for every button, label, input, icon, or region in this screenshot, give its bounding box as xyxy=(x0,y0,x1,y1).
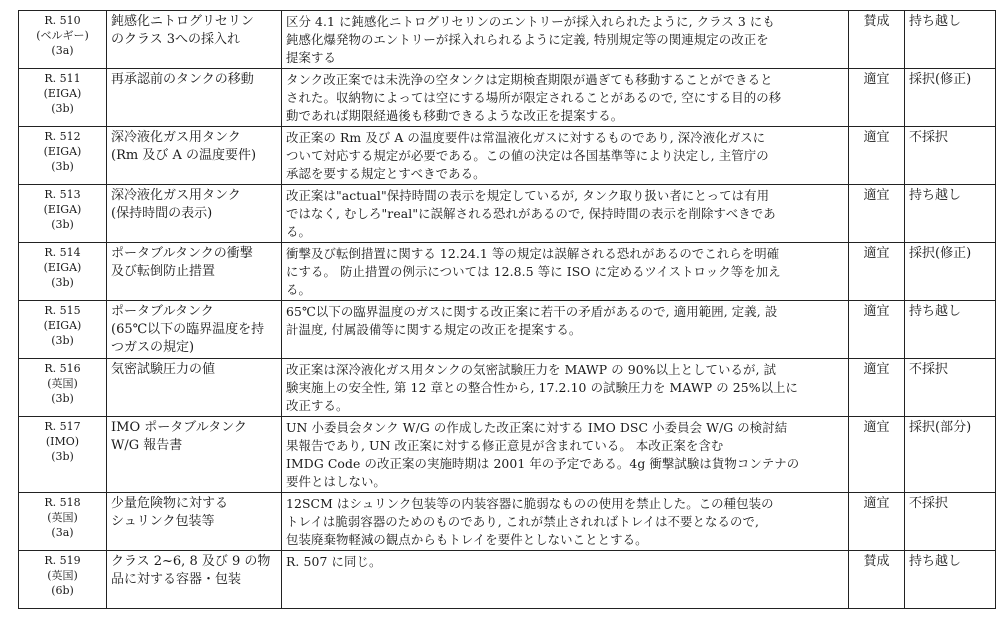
proposal-summary-cell-line: 改正案は"actual"保持時間の表示を規定しているが, タンク取り扱い者にとっては有用 xyxy=(286,188,770,203)
proposal-id-cell-line: (英国) xyxy=(47,511,78,524)
proposal-summary-cell-line: タンク改正案では未洗浄の空タンクは定期検査期限が過ぎても移動することができると xyxy=(286,72,773,87)
proposal-id-cell-line: (EIGA) xyxy=(43,145,82,158)
proposal-summary-cell xyxy=(282,127,849,185)
proposal-id-cell-line: (3a) xyxy=(51,44,74,57)
proposal-summary-cell xyxy=(282,551,849,609)
proposal-id-cell xyxy=(19,11,107,69)
proposal-id-cell-line: (3b) xyxy=(51,102,74,115)
proposal-summary-cell-line: UN 小委員会タンク W/G の作成した改正案に対する IMO DSC 小委員会 W/G の検討結 xyxy=(286,420,788,435)
proposal-summary-cell-line: 鈍感化爆発物のエントリーが採入れられるように定義, 特別規定等の関連規定の改正を xyxy=(286,32,769,47)
proposal-title-cell xyxy=(107,417,282,493)
opinion-cell-text: 適宜 xyxy=(863,420,890,435)
opinion-cell xyxy=(849,243,905,301)
opinion-cell xyxy=(849,11,905,69)
proposal-summary-cell xyxy=(282,185,849,243)
proposal-title-cell-line: 鈍感化ニトログリセリン xyxy=(111,14,254,29)
result-cell-text: 持ち越し xyxy=(909,14,962,29)
proposal-summary-cell-line: 衝撃及び転倒措置に関する 12.24.1 等の規定は誤解される恐れがあるのでこれらを明確 xyxy=(286,246,780,261)
proposal-id-cell xyxy=(19,551,107,609)
proposal-title-cell xyxy=(107,11,282,69)
proposal-title-cell xyxy=(107,185,282,243)
opinion-cell xyxy=(849,185,905,243)
proposal-id-cell-line: (EIGA) xyxy=(43,203,82,216)
proposal-id-cell-line: (ベルギー) xyxy=(36,29,89,42)
proposal-id-cell-line: (EIGA) xyxy=(43,87,82,100)
proposal-id-cell-line: (3b) xyxy=(51,218,74,231)
result-cell-text: 持ち越し xyxy=(909,554,962,569)
proposal-summary-cell-line: IMDG Code の改正案の実施時期は 2001 年の予定である。4g 衝撃試験は貨物コンテナの xyxy=(286,456,800,471)
proposal-summary-cell xyxy=(282,417,849,493)
proposal-title-cell xyxy=(107,127,282,185)
proposal-id-cell xyxy=(19,185,107,243)
result-cell-text: 持ち越し xyxy=(909,188,962,203)
proposal-id-cell-line: (EIGA) xyxy=(43,319,82,332)
proposal-title-cell-line: 及び転倒防止措置 xyxy=(111,264,216,279)
opinion-cell xyxy=(849,551,905,609)
proposal-id-cell-line: (3a) xyxy=(51,526,74,539)
opinion-cell xyxy=(849,69,905,127)
opinion-cell-text: 適宜 xyxy=(863,496,890,511)
proposal-id-cell-line: R. 518 xyxy=(44,496,81,509)
table-row xyxy=(19,301,996,359)
proposal-id-cell-line: R. 513 xyxy=(44,188,81,201)
proposal-title-cell xyxy=(107,301,282,359)
result-cell-text: 不採択 xyxy=(909,130,949,145)
result-cell-text: 採択(修正) xyxy=(909,72,972,87)
proposal-summary-cell-line: R. 507 に同じ。 xyxy=(286,554,382,569)
proposal-id-cell xyxy=(19,359,107,417)
opinion-cell-text: 適宜 xyxy=(863,72,890,87)
proposal-summary-cell xyxy=(282,11,849,69)
table-row xyxy=(19,69,996,127)
opinion-cell-text: 適宜 xyxy=(863,304,890,319)
proposal-title-cell-line: つガスの規定) xyxy=(111,340,195,355)
proposal-id-cell-line: (英国) xyxy=(47,377,78,390)
proposal-id-cell-line: (EIGA) xyxy=(43,261,82,274)
proposal-summary-cell-line: 包装廃棄物軽減の観点からもトレイを要件としないこととする。 xyxy=(286,532,648,547)
result-cell xyxy=(905,493,996,551)
proposal-title-cell xyxy=(107,359,282,417)
proposal-id-cell-line: R. 519 xyxy=(44,554,81,567)
proposal-summary-cell xyxy=(282,301,849,359)
proposal-id-cell-line: R. 516 xyxy=(44,362,81,375)
opinion-cell xyxy=(849,301,905,359)
result-cell xyxy=(905,301,996,359)
proposal-title-cell-line: のクラス 3への採入れ xyxy=(111,32,241,47)
proposal-id-cell xyxy=(19,69,107,127)
proposal-id-cell-line: R. 515 xyxy=(44,304,81,317)
proposal-summary-cell-line: 提案する xyxy=(286,50,336,65)
result-cell-text: 不採択 xyxy=(909,496,949,511)
result-cell xyxy=(905,359,996,417)
proposal-id-cell-line: (IMO) xyxy=(45,435,80,448)
proposal-summary-cell-line: 動であれば期限経過後も移動できるような改正を提案する。 xyxy=(286,108,624,123)
table-row xyxy=(19,493,996,551)
table-row xyxy=(19,551,996,609)
proposal-summary-cell-line: 計温度, 付属設備等に関する規定の改正を提案する。 xyxy=(286,322,582,337)
proposal-title-cell-line: 気密試験圧力の値 xyxy=(111,362,216,377)
proposal-summary-cell-line: ついて対応する規定が必要である。この値の決定は各国基準等により決定し, 主管庁の xyxy=(286,148,769,163)
proposal-title-cell-line: (Rm 及び A の温度要件) xyxy=(111,148,257,163)
opinion-cell xyxy=(849,359,905,417)
proposal-id-cell xyxy=(19,127,107,185)
proposal-id-cell xyxy=(19,243,107,301)
opinion-cell-text: 適宜 xyxy=(863,246,890,261)
result-cell-text: 採択(部分) xyxy=(909,420,972,435)
proposal-summary-cell-line: 要件とはしない。 xyxy=(286,474,386,489)
proposal-id-cell-line: (3b) xyxy=(51,276,74,289)
result-cell-text: 採択(修正) xyxy=(909,246,972,261)
proposal-id-cell-line: R. 517 xyxy=(44,420,81,433)
opinion-cell xyxy=(849,127,905,185)
result-cell xyxy=(905,243,996,301)
proposal-summary-cell-line: 改正案の Rm 及び A の温度要件は常温液化ガスに対するものであり, 深冷液化ガスに xyxy=(286,130,766,145)
result-cell xyxy=(905,185,996,243)
table-row xyxy=(19,417,996,493)
result-cell xyxy=(905,127,996,185)
proposal-id-cell xyxy=(19,301,107,359)
proposal-title-cell-line: クラス 2~6, 8 及び 9 の物 xyxy=(111,554,271,569)
proposal-id-cell-line: (3b) xyxy=(51,334,74,347)
proposal-summary-cell-line: 改正案は深冷液化ガス用タンクの気密試験圧力を MAWP の 90%以上としているが, 試 xyxy=(286,362,777,377)
proposal-id-cell xyxy=(19,417,107,493)
proposal-id-cell-line: R. 511 xyxy=(44,72,81,85)
proposal-summary-cell-line: る。 xyxy=(286,282,311,297)
opinion-cell-text: 適宜 xyxy=(863,188,890,203)
opinion-cell xyxy=(849,493,905,551)
opinion-cell-text: 適宜 xyxy=(863,130,890,145)
proposal-title-cell xyxy=(107,69,282,127)
proposal-summary-cell-line: 験実施上の安全性, 第 12 章との整合性から, 17.2.10 の試験圧力を MAWP の 25%以上に xyxy=(286,380,799,395)
proposal-summary-cell-line: ではなく, むしろ"real"に誤解される恐れがあるので, 保持時間の表示を削除すべきであ xyxy=(286,206,776,221)
proposal-summary-cell xyxy=(282,243,849,301)
table-row xyxy=(19,359,996,417)
proposal-summary-cell-line: 12SCM はシュリンク包装等の内装容器に脆弱なものの使用を禁止した。この種包装の xyxy=(286,496,774,511)
proposal-summary-cell-line: 承認を要する規定とすべきである。 xyxy=(286,166,486,181)
proposal-summary-cell xyxy=(282,493,849,551)
result-cell xyxy=(905,551,996,609)
proposal-title-cell-line: 深冷液化ガス用タンク xyxy=(111,130,241,145)
proposal-title-cell-line: (65℃以下の臨界温度を持 xyxy=(111,322,265,337)
proposal-id-cell-line: (3b) xyxy=(51,160,74,173)
proposal-summary-cell-line: る。 xyxy=(286,224,311,239)
proposal-id-cell-line: (3b) xyxy=(51,450,74,463)
table-row xyxy=(19,127,996,185)
proposal-id-cell-line: (英国) xyxy=(47,569,78,582)
result-cell xyxy=(905,69,996,127)
proposal-summary-cell xyxy=(282,359,849,417)
proposal-id-cell-line: (3b) xyxy=(51,392,74,405)
proposal-title-cell-line: 品に対する容器・包装 xyxy=(111,572,242,587)
proposal-id-cell-line: R. 510 xyxy=(44,14,81,27)
proposal-summary-cell-line: 区分 4.1 に鈍感化ニトログリセリンのエントリーが採入れられたように, クラス 3 にも xyxy=(286,14,775,29)
proposals-table-body xyxy=(19,11,996,609)
proposal-summary-cell-line: トレイは脆弱容器のためのものであり, これが禁止されればトレイは不要となるので, xyxy=(286,514,760,529)
table-row xyxy=(19,185,996,243)
result-cell-text: 不採択 xyxy=(909,362,949,377)
proposal-summary-cell-line: 果報告であり, UN 改正案に対する修正意見が含まれている。 本改正案を含む xyxy=(286,438,724,453)
proposal-title-cell-line: (保持時間の表示) xyxy=(111,206,213,221)
opinion-cell-text: 賛成 xyxy=(863,554,890,569)
table-row xyxy=(19,11,996,69)
proposal-summary-cell-line: された。収納物によっては空にする場所が限定されることがあるので, 空にする目的の移 xyxy=(286,90,782,105)
result-cell xyxy=(905,11,996,69)
proposal-summary-cell-line: 改正する。 xyxy=(286,398,349,413)
proposal-id-cell-line: R. 514 xyxy=(44,246,81,259)
opinion-cell-text: 賛成 xyxy=(863,14,890,29)
proposal-title-cell-line: 深冷液化ガス用タンク xyxy=(111,188,241,203)
proposal-title-cell xyxy=(107,551,282,609)
proposal-title-cell-line: 少量危険物に対する xyxy=(111,496,229,511)
proposal-summary-cell-line: にする。 防止措置の例示については 12.8.5 等に ISO に定めるツイストロック等を加え xyxy=(286,264,781,279)
proposal-title-cell xyxy=(107,243,282,301)
proposal-title-cell-line: 再承認前のタンクの移動 xyxy=(111,72,254,87)
proposal-title-cell-line: IMO ポータブルタンク xyxy=(111,420,247,435)
proposal-title-cell-line: ポータブルタンクの衝撃 xyxy=(111,246,253,261)
opinion-cell xyxy=(849,417,905,493)
proposals-table xyxy=(18,10,996,609)
proposal-summary-cell-line: 65℃以下の臨界温度のガスに関する改正案に若干の矛盾があるので, 適用範囲, 定義, 設 xyxy=(286,304,778,319)
proposal-title-cell-line: ポータブルタンク xyxy=(111,304,214,319)
opinion-cell-text: 適宜 xyxy=(863,362,890,377)
proposal-id-cell-line: (6b) xyxy=(51,584,74,597)
proposal-summary-cell xyxy=(282,69,849,127)
table-row xyxy=(19,243,996,301)
proposal-id-cell xyxy=(19,493,107,551)
result-cell-text: 持ち越し xyxy=(909,304,962,319)
proposal-title-cell xyxy=(107,493,282,551)
result-cell xyxy=(905,417,996,493)
proposal-id-cell-line: R. 512 xyxy=(44,130,81,143)
proposal-title-cell-line: W/G 報告書 xyxy=(111,438,183,453)
proposal-title-cell-line: シュリンク包装等 xyxy=(111,514,215,529)
